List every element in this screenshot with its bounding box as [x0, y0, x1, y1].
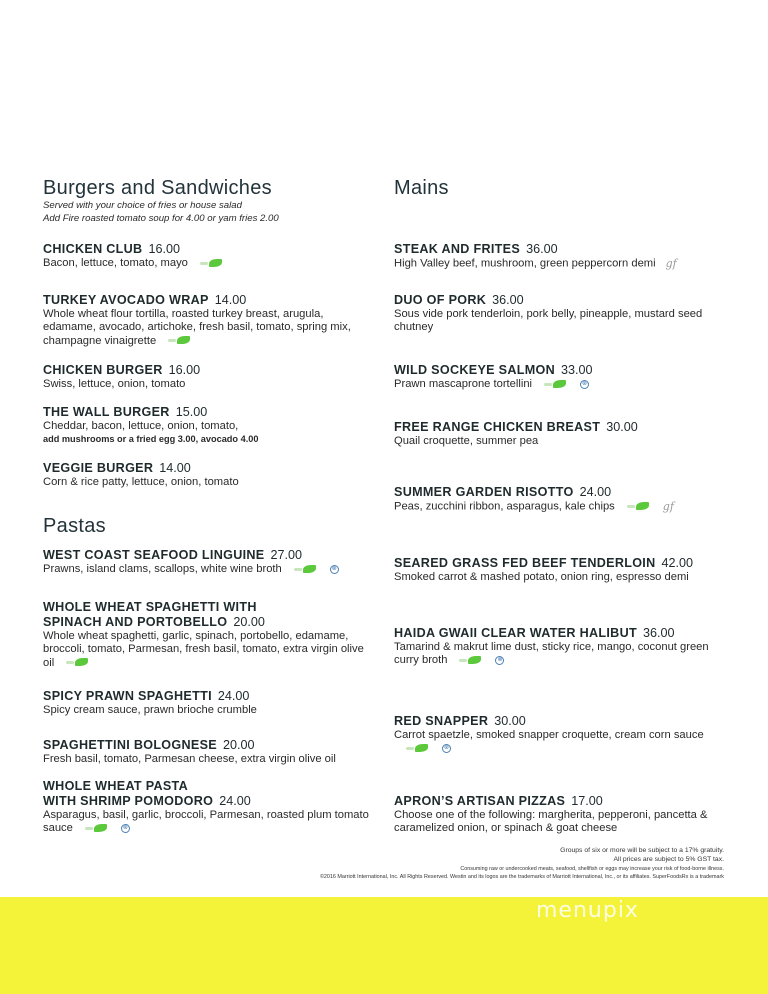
item-description: Swiss, lettuce, onion, tomato [43, 378, 186, 390]
item-price: 36.00 [642, 626, 675, 640]
item-description: Smoked carrot & mashed potato, onion ring, espresso demi [394, 571, 689, 583]
item-description: Tamarind & makrut lime dust, sticky rice, mango, coconut green curry broth [394, 641, 709, 667]
superfoods-leaf-icon [544, 381, 570, 388]
item-description: Peas, zucchini ribbon, asparagus, kale chips [394, 500, 615, 513]
menu-item-summer-garden-risotto [394, 485, 734, 514]
footnote-gratuity: Groups of six or more will be subject to a 17% gratuity. [560, 847, 724, 854]
item-description: Prawn mascaprone tortellini [394, 378, 533, 390]
menu-item-spaghettini-bolognese [43, 738, 378, 766]
menu-item-shrimp-pomodoro [43, 779, 378, 836]
menu-item-duo-of-pork [394, 293, 734, 335]
menu-item-steak-frites [394, 242, 734, 271]
menu-item-spicy-prawn-spaghetti [43, 689, 378, 717]
item-price: 36.00 [492, 293, 524, 307]
item-description: Sous vide pork tenderloin, pork belly, pineapple, mustard seed chutney [394, 308, 703, 334]
item-price: 24.00 [219, 794, 251, 808]
item-price: 17.00 [571, 794, 603, 808]
item-price: 30.00 [494, 714, 526, 728]
item-description: Cheddar, bacon, lettuce, onion, tomato, [43, 420, 239, 432]
item-price: 30.00 [606, 420, 638, 434]
item-name: FREE RANGE CHICKEN BREAST [394, 420, 601, 434]
item-price: 24.00 [579, 485, 612, 499]
item-price: 36.00 [526, 242, 558, 256]
menu-item-veggie-burger [43, 461, 378, 489]
section-note: Add Fire roasted tomato soup for 4.00 or yam fries 2.00 [43, 212, 279, 224]
item-addon: add mushrooms or a fried egg 3.00, avocado 4.00 [43, 434, 259, 445]
menu-item-halibut [394, 626, 734, 668]
item-price: 16.00 [168, 363, 201, 377]
item-name: WEST COAST SEAFOOD LINGUINE [43, 548, 265, 562]
item-description: Spicy cream sauce, prawn brioche crumble [43, 704, 257, 716]
right-column [394, 176, 734, 835]
ocean-wise-icon: ⊗ [497, 656, 503, 663]
item-name-line2: WITH SHRIMP POMODORO [43, 794, 214, 808]
superfoods-leaf-icon [168, 337, 194, 344]
ocean-wise-icon: ⊗ [443, 744, 450, 751]
item-name: HAIDA GWAII CLEAR WATER HALIBUT [394, 626, 637, 640]
item-price: 24.00 [217, 689, 250, 703]
menu-item-chicken-burger [43, 363, 378, 391]
footnotes [204, 846, 724, 881]
menu-item-artisan-pizzas [394, 794, 734, 836]
menu-item-seafood-linguine [43, 548, 378, 576]
superfoods-leaf-icon [200, 260, 226, 267]
footnote-health-warning: Consuming raw or undercooked meats, seafood, shellfish or eggs may increase your risk of food-borne illness. [460, 865, 724, 872]
ocean-wise-icon: ⊗ [582, 380, 588, 387]
item-name: SPICY PRAWN SPAGHETTI [43, 689, 212, 703]
item-description: Choose one of the following: margherita, pepperoni, pancetta & caramelized onion, or spinach & goat cheese [394, 809, 708, 835]
item-name: CHICKEN CLUB [43, 242, 143, 256]
menu-item-red-snapper [394, 714, 734, 756]
item-price: 27.00 [270, 548, 303, 562]
item-price: 33.00 [561, 363, 593, 377]
item-price: 14.00 [214, 293, 247, 307]
section-title-pastas: Pastas [43, 515, 106, 537]
left-column [43, 176, 378, 835]
menu-item-sockeye-salmon [394, 363, 734, 391]
section-title-mains: Mains [394, 177, 449, 199]
item-description: Whole wheat flour tortilla, roasted turkey breast, arugula, edamame, avocado, artichoke, fresh basil, tomato, spring mix, champagne vinaigrette [43, 308, 351, 347]
menu-item-whole-wheat-spaghetti [43, 600, 378, 670]
item-name: DUO OF PORK [394, 293, 487, 307]
item-name: RED SNAPPER [394, 714, 489, 728]
item-name: VEGGIE BURGER [43, 461, 154, 475]
gluten-free-icon: gf [662, 500, 674, 513]
item-name: CHICKEN BURGER [43, 363, 163, 377]
item-name-line2: SPINACH AND PORTOBELLO [43, 615, 228, 629]
ocean-wise-icon: ⊗ [122, 824, 128, 831]
item-description: Fresh basil, tomato, Parmesan cheese, extra virgin olive oil [43, 753, 336, 765]
item-price: 14.00 [159, 461, 191, 475]
item-description: Prawns, island clams, scallops, white wine broth [43, 563, 282, 575]
superfoods-leaf-icon [85, 825, 111, 832]
item-name: APRON’S ARTISAN PIZZAS [394, 794, 566, 808]
menu-item-chicken-club [43, 242, 378, 270]
gluten-free-icon: gf [665, 257, 677, 270]
item-price: 20.00 [233, 615, 265, 629]
superfoods-leaf-icon [66, 659, 92, 666]
ocean-wise-icon: ⊗ [331, 565, 337, 572]
menu-item-turkey-avocado-wrap [43, 293, 378, 348]
item-description: Whole wheat spaghetti, garlic, spinach, portobello, edamame, broccoli, tomato, Parmesan, fresh basil, tomato, extra virgin olive oil [43, 630, 364, 669]
item-description: Carrot spaetzle, smoked snapper croquette, cream corn sauce [394, 729, 704, 741]
item-name: WHOLE WHEAT SPAGHETTI WITH [43, 600, 257, 614]
item-name: SPAGHETTINI BOLOGNESE [43, 738, 217, 752]
item-description: Asparagus, basil, garlic, broccoli, Parmesan, roasted plum tomato sauce [43, 809, 369, 835]
menu-item-wall-burger [43, 405, 378, 445]
item-name: SEARED GRASS FED BEEF TENDERLOIN [394, 556, 656, 570]
item-description: Bacon, lettuce, tomato, mayo [43, 257, 188, 269]
menu-item-chicken-breast [394, 420, 734, 448]
superfoods-leaf-icon [627, 503, 653, 510]
menu-item-beef-tenderloin [394, 556, 734, 584]
superfoods-leaf-icon [406, 745, 432, 752]
footnote-copyright: ©2016 Marriott International, Inc. All Rights Reserved. Westin and its logos are the trademarks of Marriott International, Inc., or its affiliates. SuperFoodsRx is a trademark [319, 873, 724, 880]
footnote-tax: All prices are subject to 5% GST tax. [613, 856, 724, 864]
item-price: 42.00 [661, 556, 694, 570]
item-name: WHOLE WHEAT PASTA [43, 779, 189, 793]
item-description: Corn & rice patty, lettuce, onion, tomato [43, 476, 239, 488]
section-title-burgers: Burgers and Sandwiches [43, 177, 272, 199]
superfoods-leaf-icon [459, 657, 485, 664]
item-name: WILD SOCKEYE SALMON [394, 363, 556, 377]
item-name: STEAK AND FRITES [394, 242, 521, 256]
section-note: Served with your choice of fries or house salad [43, 200, 242, 211]
superfoods-leaf-icon [294, 566, 320, 573]
item-name: THE WALL BURGER [43, 405, 170, 419]
item-name: SUMMER GARDEN RISOTTO [394, 485, 574, 499]
item-description: Quail croquette, summer pea [394, 435, 539, 447]
item-description: High Valley beef, mushroom, green peppercorn demi [394, 257, 656, 270]
item-price: 16.00 [148, 242, 180, 256]
item-price: 15.00 [175, 405, 208, 419]
item-price: 20.00 [223, 738, 255, 752]
yellow-footer-band [0, 897, 768, 994]
menupix-watermark: menupix [536, 898, 639, 923]
item-name: TURKEY AVOCADO WRAP [43, 293, 209, 307]
